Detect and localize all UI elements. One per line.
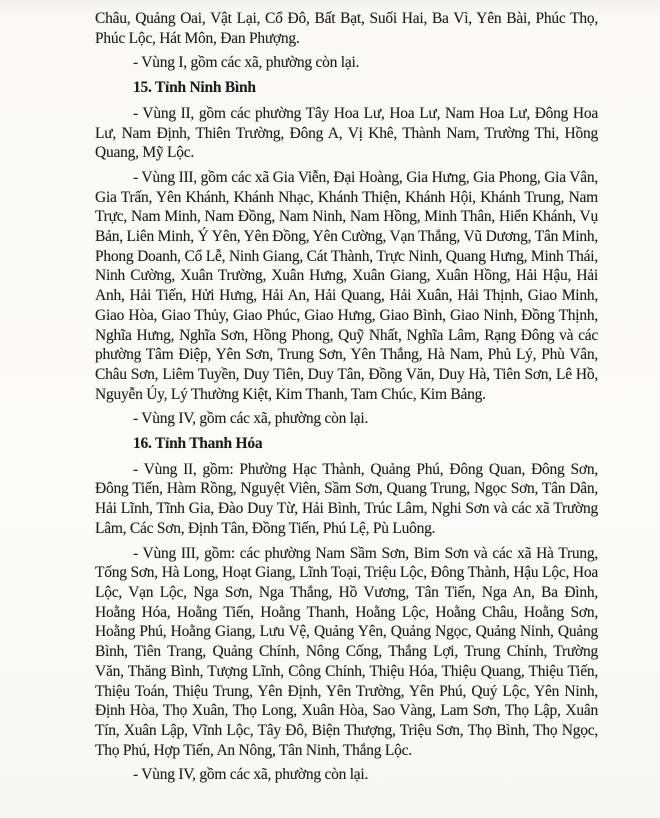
paragraph: - Vùng IV, gồm các xã, phường còn lại. xyxy=(133,410,369,428)
section-heading: 16. Tỉnh Thanh Hóa xyxy=(133,435,263,453)
paragraph: - Vùng II, gồm: Phường Hạc Thành, Quảng Phú, Đông Quan, Đông Sơn, Đông Tiến, Hàm Rồng, Nguyệt Viên, Sầm Sơn, Quang Trung, Ngọc Sơn, Tân Dân, Hải Lĩnh, Tĩnh Gia, Đào Duy Từ, Hải Bình, Trúc Lâm, Nghi Sơn và các xã Trường Lâm, Các Sơn, Định Tân, Đồng Tiến, Phú Lệ, Pù Luông. xyxy=(95,460,598,537)
paragraph: Châu, Quảng Oai, Vật Lại, Cổ Đô, Bất Bạt, Suối Hai, Ba Vì, Yên Bài, Phúc Thọ, Phúc Lộc, Hát Môn, Đan Phượng. xyxy=(95,10,598,47)
paragraph: - Vùng IV, gồm các xã, phường còn lại. xyxy=(133,766,369,784)
paragraph: - Vùng III, gồm các xã Gia Viễn, Đại Hoàng, Gia Hưng, Gia Phong, Gia Vân, Gia Trấn, Yên Khánh, Khánh Nhạc, Khánh Thiện, Khánh Hội, Khánh Trung, Nam Trực, Nam Minh, Nam Đồng, Nam Ninh, Nam Hồng, Minh Thân, Hiển Khánh, Vụ Bản, Liên Minh, Ý Yên, Yên Đồng, Yên Cường, Vạn Thắng, Vũ Dương, Tân Minh, Phong Doanh, Cổ Lễ, Ninh Giang, Cát Thành, Trực Ninh, Quang Hưng, Minh Thái, Ninh Cường, Xuân Trường, Xuân Hưng, Xuân Giang, Xuân Hồng, Hải Hậu, Hải Anh, Hải Tiến, Hửi Hưng, Hải An, Hải Quang, Hải Xuân, Hải Thịnh, Giao Minh, Giao Hòa, Giao Thủy, Giao Phúc, Giao Hưng, Giao Bình, Giao Ninh, Đồng Thịnh, Nghĩa Hưng, Nghĩa Sơn, Hồng Phong, Quỹ Nhất, Nghĩa Lâm, Rạng Đông và các phường Tâm Điệp, Yên Sơn, Trung Sơn, Yên Thắng, Hà Nam, Phủ Lý, Phù Vân, Châu Sơn, Liêm Tuyền, Duy Tiên, Duy Tân, Đồng Văn, Duy Hà, Tiên Sơn, Lê Hồ, Nguyễn Úy, Lý Thường Kiệt, Kim Thanh, Tam Chúc, Kim Bảng. xyxy=(95,168,598,403)
paragraph: - Vùng III, gồm: các phường Nam Sầm Sơn, Bim Sơn và các xã Hà Trung, Tống Sơn, Hà Long, Hoạt Giang, Lĩnh Toại, Triệu Lộc, Đông Thành, Hậu Lộc, Hoa Lộc, Vạn Lộc, Nga Sơn, Nga Thắng, Hồ Vương, Tân Tiến, Nga An, Ba Đình, Hoằng Hóa, Hoằng Tiến, Hoằng Thanh, Hoằng Lộc, Hoằng Châu, Hoằng Sơn, Hoằng Phú, Hoằng Giang, Lưu Vệ, Quảng Yên, Quảng Ngọc, Quảng Ninh, Quảng Bình, Tiên Trang, Quảng Chính, Nông Cống, Thắng Lợi, Trung Chính, Trường Văn, Thăng Bình, Tượng Lĩnh, Công Chính, Thiệu Hóa, Thiệu Quang, Thiệu Tiến, Thiệu Toán, Thiệu Trung, Yên Định, Yên Trường, Yên Phú, Quý Lộc, Yên Ninh, Định Hòa, Thọ Xuân, Thọ Long, Xuân Hòa, Sao Vàng, Lam Sơn, Thọ Lập, Xuân Tín, Xuân Lập, Vĩnh Lộc, Tây Đô, Biện Thượng, Triệu Sơn, Thọ Bình, Thọ Ngọc, Thọ Phú, Hợp Tiến, An Nông, Tân Ninh, Thắng Lộc. xyxy=(95,544,598,759)
section-heading: 15. Tỉnh Ninh Bình xyxy=(133,79,256,97)
paragraph: - Vùng I, gồm các xã, phường còn lại. xyxy=(133,54,360,72)
document-body xyxy=(95,9,598,785)
paragraph: - Vùng II, gồm các phường Tây Hoa Lư, Hoa Lư, Nam Hoa Lư, Đông Hoa Lư, Nam Định, Thiên Trường, Đông A, Vị Khê, Thành Nam, Trường Thi, Hồng Quang, Mỹ Lộc. xyxy=(95,104,598,162)
